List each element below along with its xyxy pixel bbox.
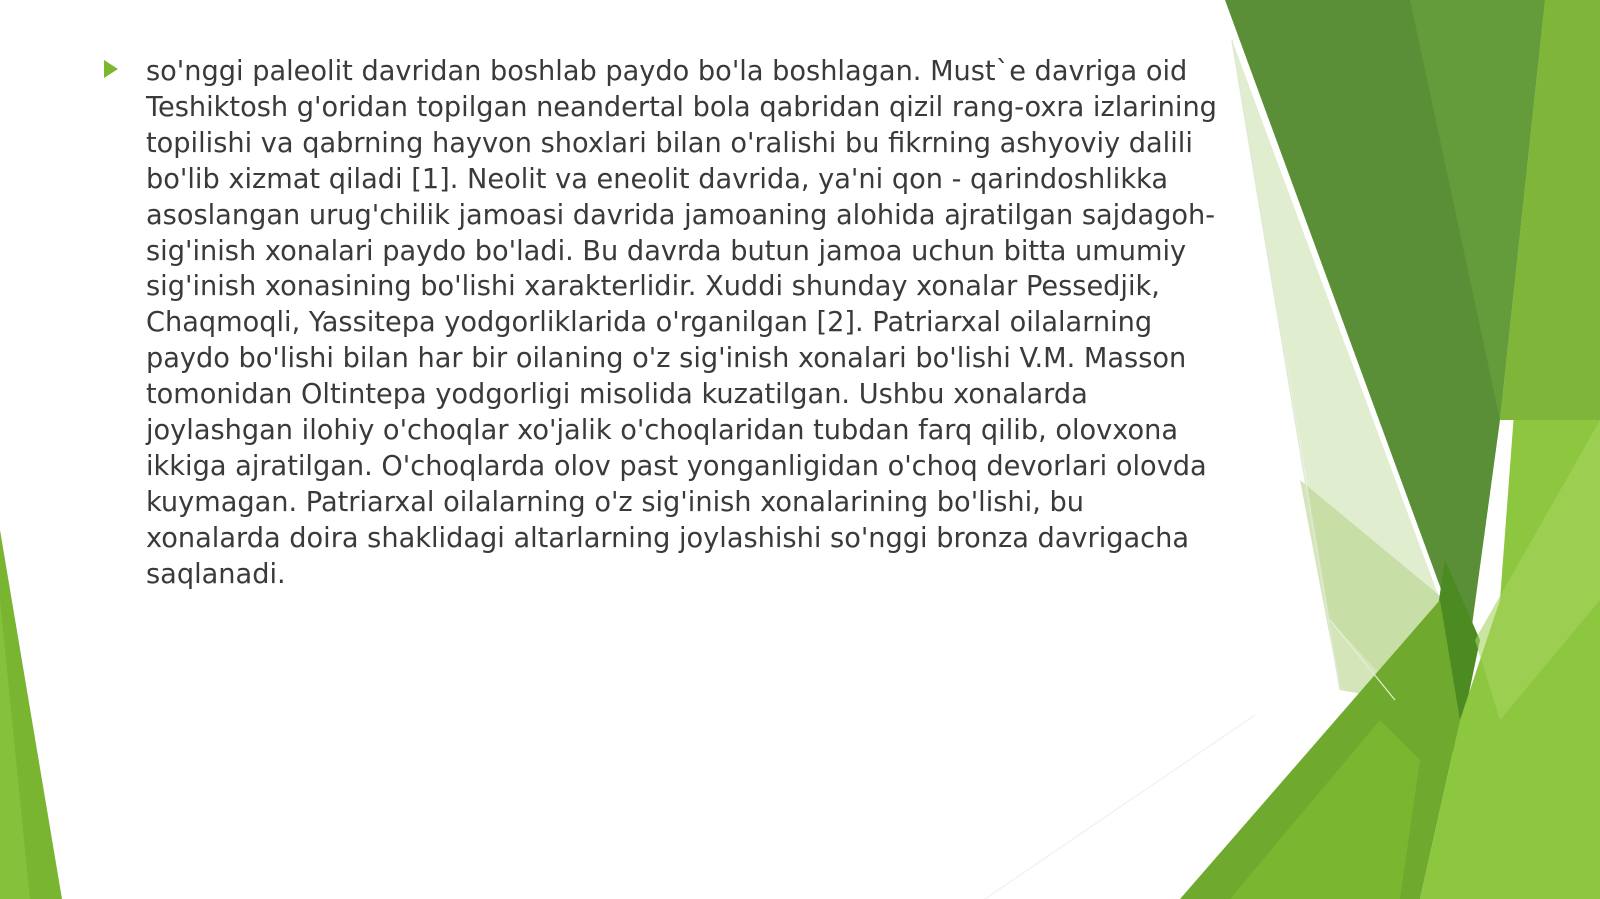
slide-body (104, 54, 1217, 593)
bullet-text: so'nggi paleolit davridan boshlab paydo bo'la boshlagan. Must`e davriga oid Teshiktosh g'oridan topilgan neandertal bola qabridan qizil rang-oxra izlarining topilishi va qabrning hayvon shoxlari bilan o'ralishi bu fikrning ashyoviy dalili bo'lib xizmat qiladi [1]. Neolit va eneolit davrida, ya'ni qon - qarindoshlikka asoslangan urug'chilik jamoasi davrida jamoaning alohida ajratilgan sajdagoh-sig'inish xonalari paydo bo'ladi. Bu davrda butun jamoa uchun bitta umumiy sig'inish xonasining bo'lishi xarakterlidir. Xuddi shunday xonalar Pessedjik, Chaqmoqli, Yassitepa yodgorliklarida o'rganilgan [2]. Patriarxal oilalarning paydo bo'lishi bilan har bir oilaning o'z sig'inish xonalari bo'lishi V.M. Masson tomonidan Oltintepa yodgorligi misolida kuzatilgan. Ushbu xonalarda joylashgan ilohiy o'choqlar xo'jalik o'choqlaridan tubdan farq qilib, olovxona ikkiga ajratilgan. O'choqlarda olov past yonganligidan o'choq devorlari olovda kuymagan. Patriarxal oilalarning o'z sig'inish xonalarining bo'lishi, bu xonalarda doira shaklidagi altarlarning joylashishi so'nggi bronza davrigacha saqlanadi. (146, 56, 1217, 590)
triangle-bullet-icon (104, 60, 118, 78)
bullet-item (104, 54, 1217, 593)
